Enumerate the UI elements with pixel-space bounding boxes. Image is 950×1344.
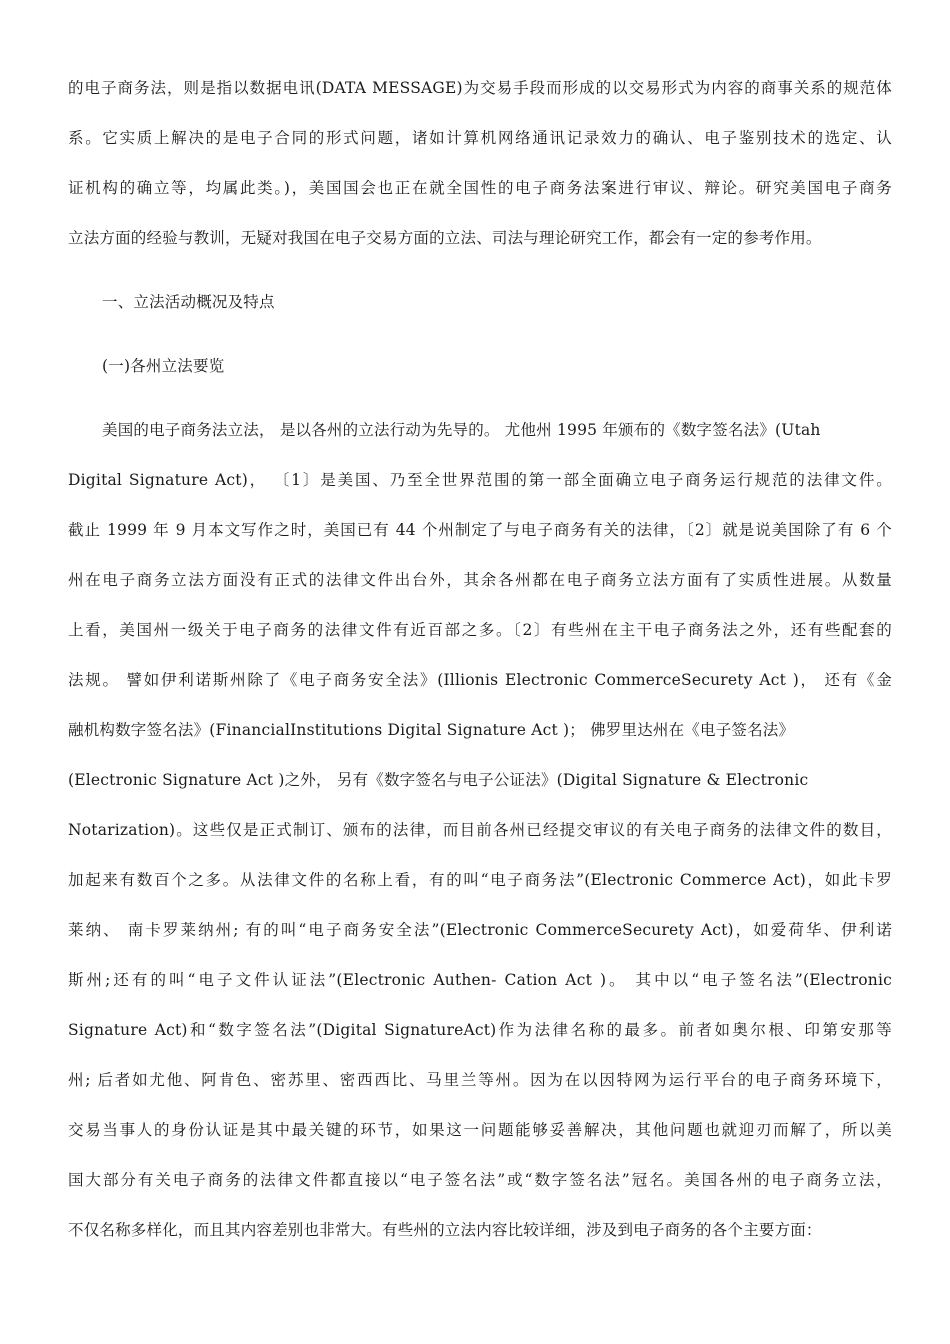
- body-text-line: 系。它实质上解决的是电子合同的形式问题，诸如计算机网络通讯记录效力的确认、电子鉴别技术的选定、认: [68, 129, 892, 147]
- body-text-line: 截止 1999 年 9 月本文写作之时，美国已有 44 个州制定了与电子商务有关的法律，〔2〕就是说美国除了有 6 个: [68, 521, 892, 539]
- body-text-line: (Electronic Signature Act )之外， 另有《数字签名与电子公证法》(Digital Signature & Electronic: [68, 771, 809, 789]
- body-text-line: Signature Act)和“数字签名法”(Digital SignatureAct)作为法律名称的最多。前者如奥尔根、印第安那等: [68, 1021, 892, 1039]
- body-text-line: 州; 后者如尤他、阿肯色、密苏里、密西西比、马里兰等州。因为在以因特网为运行平台的电子商务环境下，: [68, 1071, 892, 1089]
- subsection-heading: (一)各州立法要览: [102, 357, 225, 375]
- section-heading: 一、立法活动概况及特点: [102, 293, 275, 311]
- body-text-line: 国大部分有关电子商务的法律文件都直接以“电子签名法”或“数字签名法”冠名。美国各州的电子商务立法，: [68, 1171, 892, 1189]
- body-text-line: 交易当事人的身份认证是其中最关键的环节，如果这一问题能够妥善解决，其他问题也就迎刃而解了，所以美: [68, 1121, 892, 1139]
- body-text-line: 上看，美国州一级关于电子商务的法律文件有近百部之多。〔2〕有些州在主干电子商务法之外，还有些配套的: [68, 621, 892, 639]
- body-text-line: 不仅名称多样化，而且其内容差别也非常大。有些州的立法内容比较详细，涉及到电子商务的各个主要方面：: [68, 1221, 822, 1239]
- body-text-line: 立法方面的经验与教训，无疑对我国在电子交易方面的立法、司法与理论研究工作，都会有一定的参考作用。: [68, 229, 822, 247]
- body-text-line: 莱纳、 南卡罗莱纳州; 有的叫“电子商务安全法”(Electronic CommerceSecurety Act)，如爱荷华、伊利诺: [68, 921, 892, 939]
- body-text-line: 斯州;还有的叫“电子文件认证法”(Electronic Authen- Cation Act )。 其中以“电子签名法”(Electronic: [68, 971, 892, 989]
- body-text-line: 融机构数字签名法》(FinancialInstitutions Digital Signature Act )； 佛罗里达州在《电子签名法》: [68, 721, 795, 739]
- body-text-line: Notarization)。这些仅是正式制订、颁布的法律，而目前各州已经提交审议的有关电子商务的法律文件的数目，: [68, 821, 892, 839]
- body-text-line: 法规。 譬如伊利诺斯州除了《电子商务安全法》(Illionis Electronic CommerceSecurety Act )， 还有《金: [68, 671, 892, 689]
- body-text-line: 证机构的确立等，均属此类。)，美国国会也正在就全国性的电子商务法案进行审议、辩论。研究美国电子商务: [68, 179, 892, 197]
- body-text-line: 加起来有数百个之多。从法律文件的名称上看，有的叫“电子商务法”(Electronic Commerce Act)，如此卡罗: [68, 871, 892, 889]
- body-text-line: 美国的电子商务法立法， 是以各州的立法行动为先导的。 尤他州 1995 年颁布的《数字签名法》(Utah: [102, 421, 821, 439]
- body-text-line: 的电子商务法，则是指以数据电讯(DATA MESSAGE)为交易手段而形成的以交易形式为内容的商事关系的规范体: [68, 79, 892, 97]
- body-text-line: 州在电子商务立法方面没有正式的法律文件出台外，其余各州都在电子商务立法方面有了实质性进展。从数量: [68, 571, 892, 589]
- body-text-line: Digital Signature Act)， 〔1〕是美国、乃至全世界范围的第一部全面确立电子商务运行规范的法律文件。: [68, 471, 892, 489]
